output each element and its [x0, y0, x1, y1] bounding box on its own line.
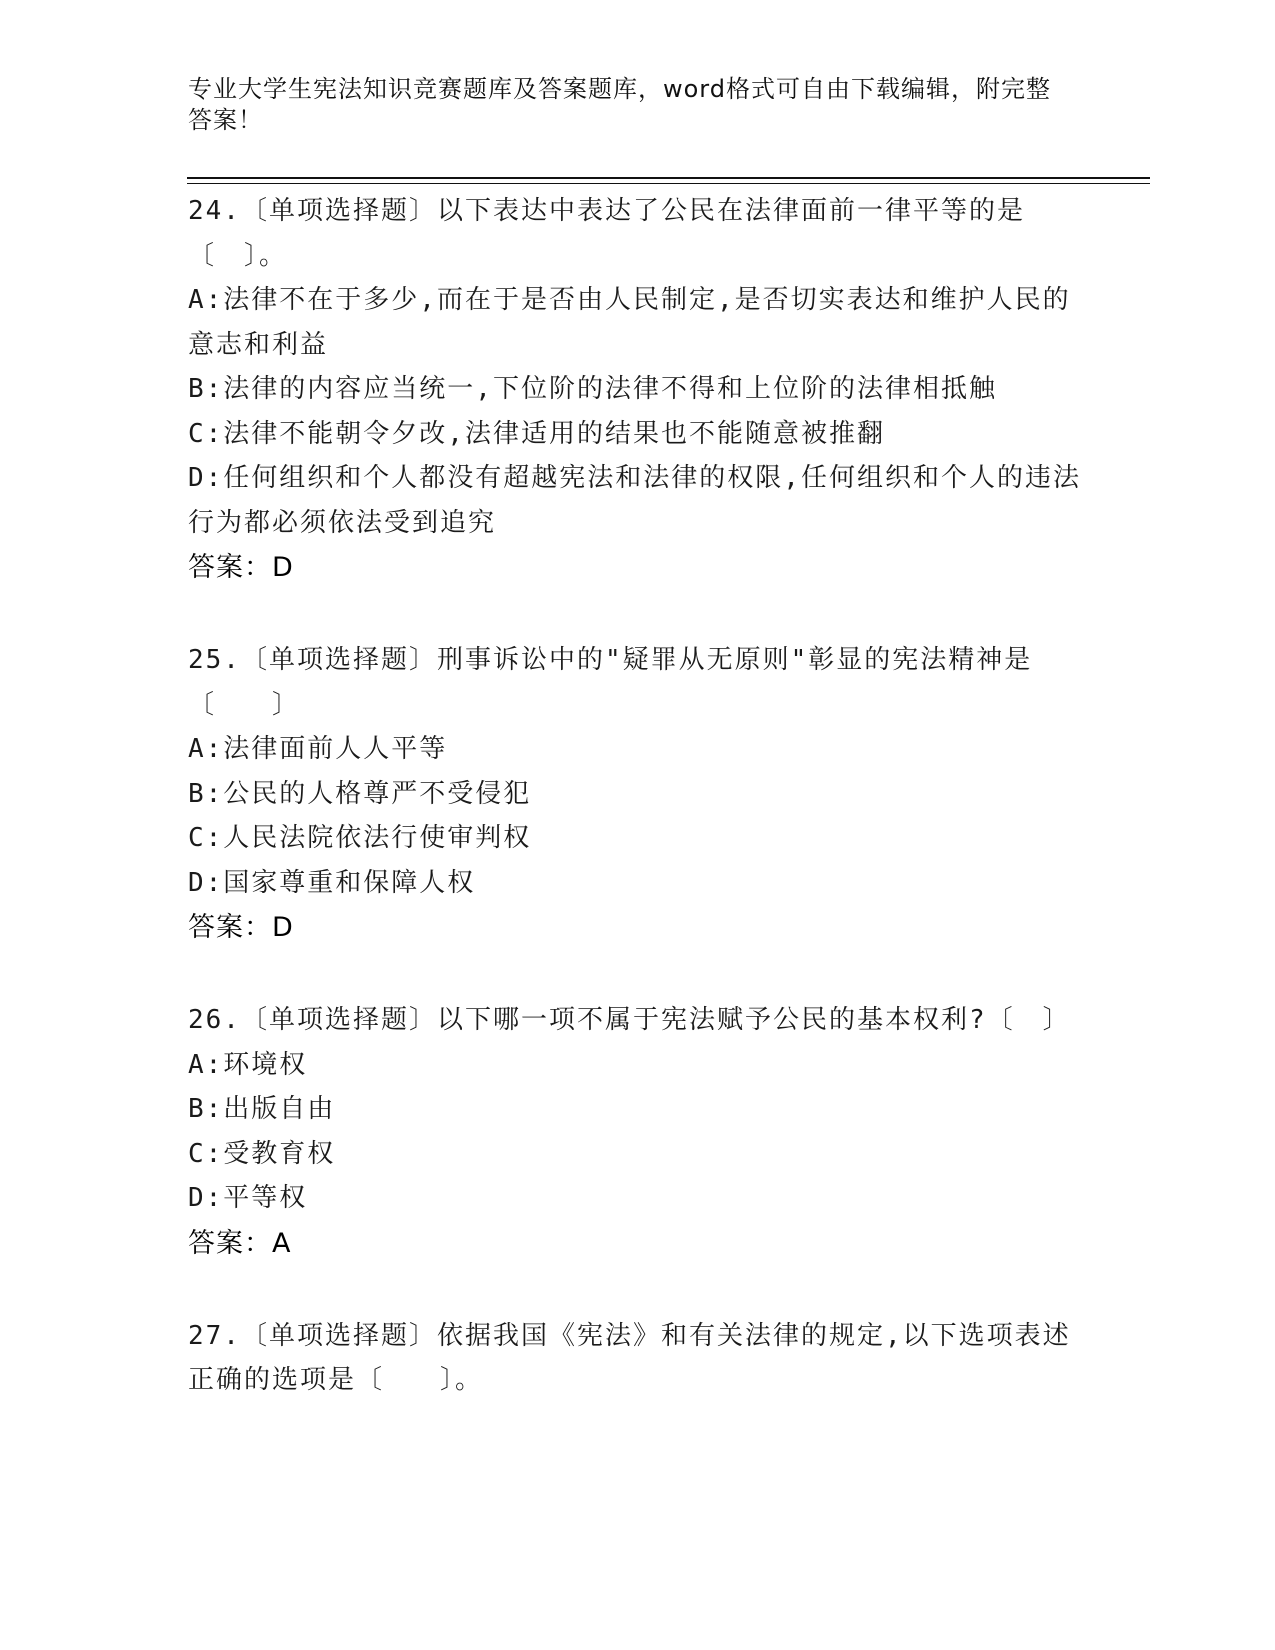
option-a: A:环境权	[188, 1049, 308, 1080]
option-c: C:人民法院依法行使审判权	[188, 823, 532, 853]
question-list	[188, 189, 1088, 1403]
question-stem: 25.〔单项选择题〕刑事诉讼中的"疑罪从无原则"彰显的宪法精神是〔 〕	[188, 645, 1033, 720]
question-27	[188, 1314, 1088, 1403]
option-b: B:出版自由	[188, 1094, 336, 1124]
document-header	[188, 74, 1068, 136]
option-b: B:法律的内容应当统一,下位阶的法律不得和上位阶的法律相抵触	[188, 374, 997, 404]
header-divider-thick	[187, 177, 1150, 179]
question-25	[188, 638, 1088, 951]
header-title: 专业大学生宪法知识竞赛题库及答案题库，word格式可自由下载编辑，附完整答案！	[188, 75, 1051, 134]
option-b: B:公民的人格尊严不受侵犯	[188, 778, 532, 809]
question-26	[188, 998, 1088, 1267]
option-c: C:受教育权	[188, 1138, 336, 1169]
option-c: C:法律不能朝令夕改,法律适用的结果也不能随意被推翻	[188, 418, 885, 449]
answer-label: 答案：D	[188, 552, 294, 583]
question-stem: 26.〔单项选择题〕以下哪一项不属于宪法赋予公民的基本权利?〔 〕	[188, 1005, 1071, 1035]
question-stem: 27.〔单项选择题〕依据我国《宪法》和有关法律的规定,以下选项表述正确的选项是〔 〕。	[188, 1320, 1071, 1395]
option-a: A:法律面前人人平等	[188, 734, 448, 764]
option-d: D:任何组织和个人都没有超越宪法和法律的权限,任何组织和个人的违法行为都必须依法受到追究	[188, 463, 1081, 538]
header-divider-thin	[187, 183, 1150, 184]
question-24	[188, 189, 1088, 591]
option-d: D:平等权	[188, 1183, 308, 1213]
answer-label: 答案：A	[188, 1227, 292, 1259]
answer-label: 答案：D	[188, 912, 294, 943]
question-stem: 24.〔单项选择题〕以下表达中表达了公民在法律面前一律平等的是〔 〕。	[188, 196, 1025, 271]
option-a: A:法律不在于多少,而在于是否由人民制定,是否切实表达和维护人民的意志和利益	[188, 285, 1071, 360]
option-d: D:国家尊重和保障人权	[188, 867, 476, 898]
